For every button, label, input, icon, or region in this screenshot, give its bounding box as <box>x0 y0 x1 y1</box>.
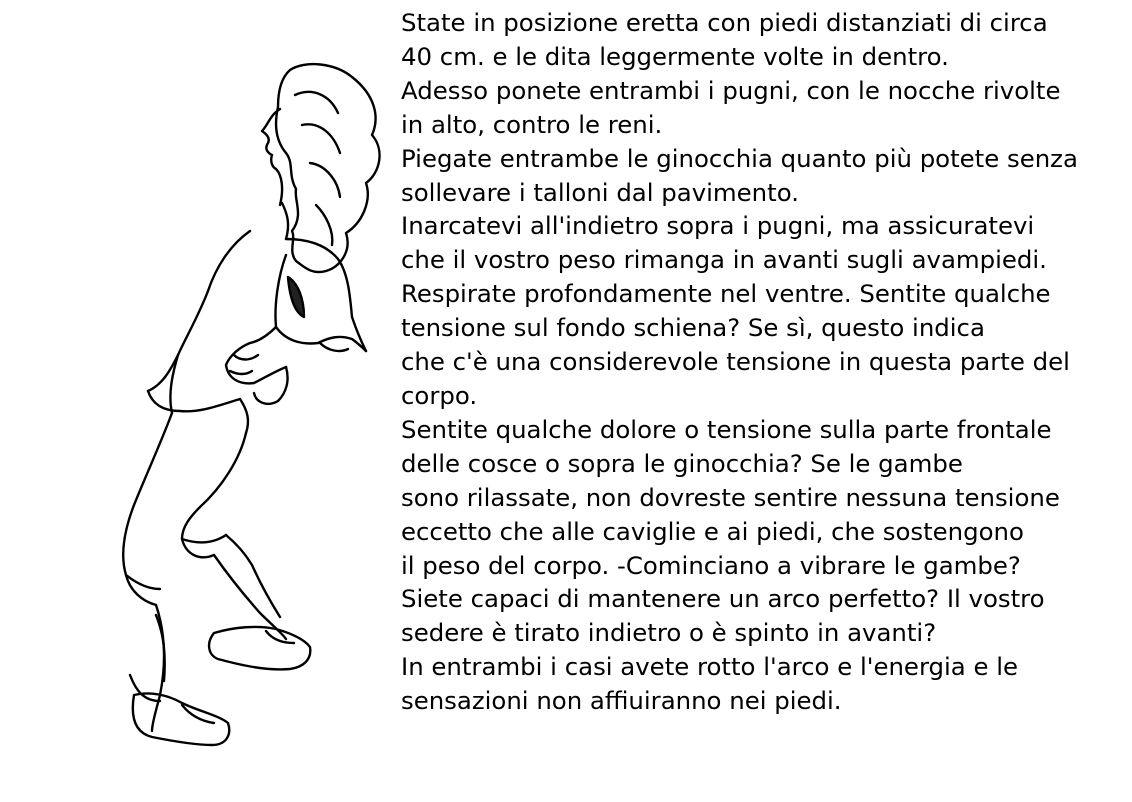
instructions-text <box>401 6 1129 718</box>
text-line: In entrambi i casi avete rotto l'arco e l'energia e le <box>401 652 1019 682</box>
text-line: Piegate entrambe le ginocchia quanto più potete senza <box>401 143 1078 173</box>
text-line: 40 cm. e le dita leggermente volte in dentro. <box>401 41 949 71</box>
woman-bow-exercise-icon <box>90 55 390 765</box>
text-line: eccetto che alle caviglie e ai piedi, che sostengono <box>401 516 1024 546</box>
left-leg <box>123 413 172 605</box>
text-line: Sentite qualche dolore o tensione sulla parte frontale <box>401 414 1052 444</box>
arm <box>275 255 366 351</box>
text-line: corpo. <box>401 380 478 410</box>
right-shoe <box>209 627 310 669</box>
shadow-area <box>288 277 304 317</box>
text-line: sensazioni non affiuiranno nei piedi. <box>401 686 842 716</box>
text-line: Siete capaci di mantenere un arco perfetto? Il vostro <box>401 584 1045 614</box>
exercise-illustration <box>90 55 390 765</box>
left-shoe <box>133 693 229 745</box>
text-line: sedere è tirato indietro o è spinto in avanti? <box>401 618 937 648</box>
text-line: sollevare i talloni dal pavimento. <box>401 177 799 207</box>
face-profile <box>262 109 282 205</box>
text-line: State in posizione eretta con piedi distanziati di circa <box>401 8 1048 37</box>
text-line: in alto, contro le reni. <box>401 109 663 139</box>
text-line: che il vostro peso rimanga in avanti sugli avampiedi. <box>401 245 1047 275</box>
torso-front <box>148 231 250 391</box>
text-line: tensione sul fondo schiena? Se sì, questo indica <box>401 313 985 343</box>
text-line: Adesso ponete entrambi i pugni, con le nocche rivolte <box>401 75 1061 105</box>
hair-shape <box>276 64 379 272</box>
text-line: Inarcatevi all'indietro sopra i pugni, ma assicuratevi <box>401 211 1035 241</box>
text-line: che c'è una considerevole tensione in questa parte del <box>401 347 1070 377</box>
text-line: Respirate profondamente nel ventre. Sentite qualche <box>401 279 1051 309</box>
text-line: sono rilassate, non dovreste sentire nessuna tensione <box>401 482 1060 512</box>
text-line: delle cosce o sopra le ginocchia? Se le gambe <box>401 448 963 478</box>
text-line: il peso del corpo. -Cominciano a vibrare le gambe? <box>401 550 1021 580</box>
